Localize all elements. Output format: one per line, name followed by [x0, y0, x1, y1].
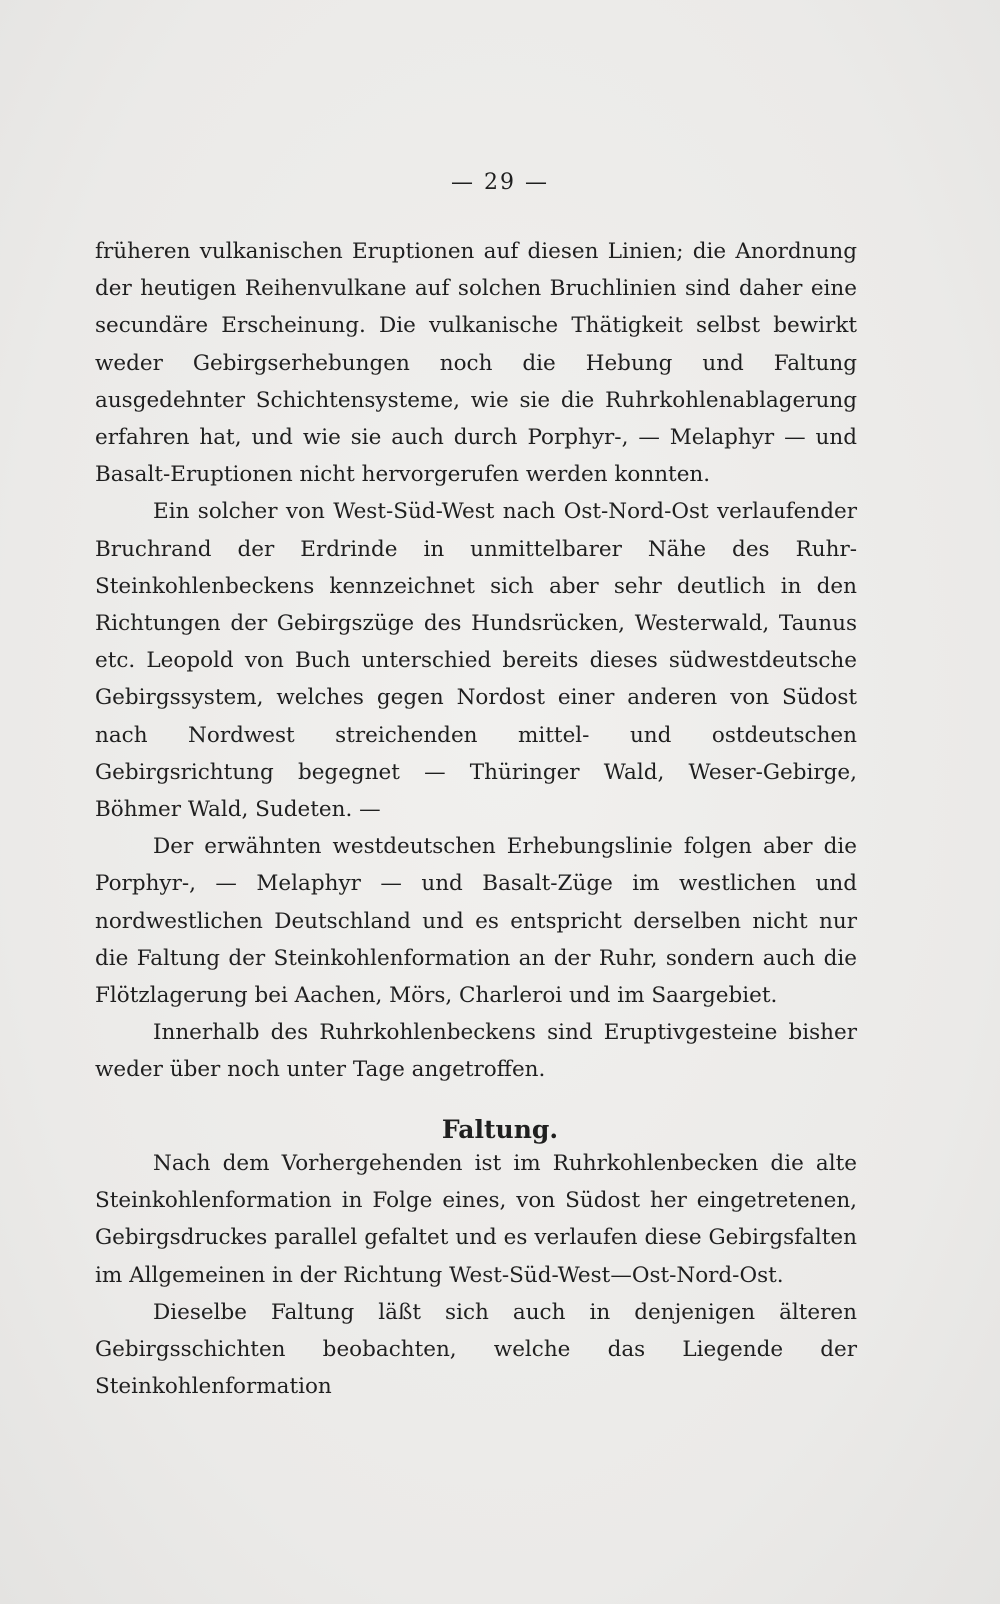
- paragraph-older-strata: Dieselbe Faltung läßt sich auch in denjenigen älteren Gebirgsschichten beobachten, welche das Liegende der Steinkohlenformation: [95, 1299, 857, 1400]
- paragraph-volcanic: früheren vulkanischen Eruptionen auf diesen Linien; die Anordnung der heutigen Reihenvulkane auf solchen Bruchlinien sind daher eine secundäre Erscheinung. Die vulkanische Thätigkeit selbst bewirkt weder Gebirgserhebungen noch die Hebung und Faltung ausgedehnter Schichtensysteme, wie sie die Ruhrkohlenablagerung erfahren hat, und wie sie auch durch Porphyr-, — Melaphyr — und Basalt-Eruptionen nicht hervorgerufen werden konnten.: [95, 239, 857, 488]
- paragraph-folding: Nach dem Vorhergehenden ist im Ruhrkohlenbecken die alte Steinkohlenformation in Folge eines, von Südost her eingetretenen, Gebirgsdruckes parallel gefaltet und es verlaufen diese Gebirgsfalten im Allgemeinen in der Richtung West-Süd-West—Ost-Nord-Ost.: [95, 1151, 857, 1288]
- section-heading: Faltung.: [441, 1115, 559, 1144]
- page-number: — 29 —: [451, 170, 549, 195]
- paragraph-elevation-line: Der erwähnten westdeutschen Erhebungslinie folgen aber die Porphyr-, — Melaphyr — und Basalt-Züge im westlichen und nordwestlichen Deutschland und es entspricht derselben nicht nur die Faltung der Steinkohlenformation an der Ruhr, sondern auch die Flötzlagerung bei Aachen, Mörs, Charleroi und im Saargebiet.: [95, 834, 857, 1009]
- paragraph-fracture-edge: Ein solcher von West-Süd-West nach Ost-Nord-Ost verlaufender Bruchrand der Erdrinde in unmittelbarer Nähe des Ruhr-Steinkohlenbeckens kennzeichnet sich aber sehr deutlich in den Richtungen der Gebirgszüge des Hundsrücken, Westerwald, Taunus etc. Leopold von Buch unterschied bereits dieses südwestdeutsche Gebirgssystem, welches gegen Nordost einer anderen von Südost nach Nordwest streichenden mittel- und ostdeutschen Gebirgsrichtung begegnet — Thüringer Wald, Weser-Gebirge, Böhmer Wald, Sudeten. —: [95, 499, 857, 823]
- body-text-upper: [95, 233, 857, 1089]
- body-text-lower: [95, 1145, 857, 1405]
- paragraph-eruptive-rocks: Innerhalb des Ruhrkohlenbeckens sind Eruptivgesteine bisher weder über noch unter Tage angetroffen.: [95, 1020, 857, 1083]
